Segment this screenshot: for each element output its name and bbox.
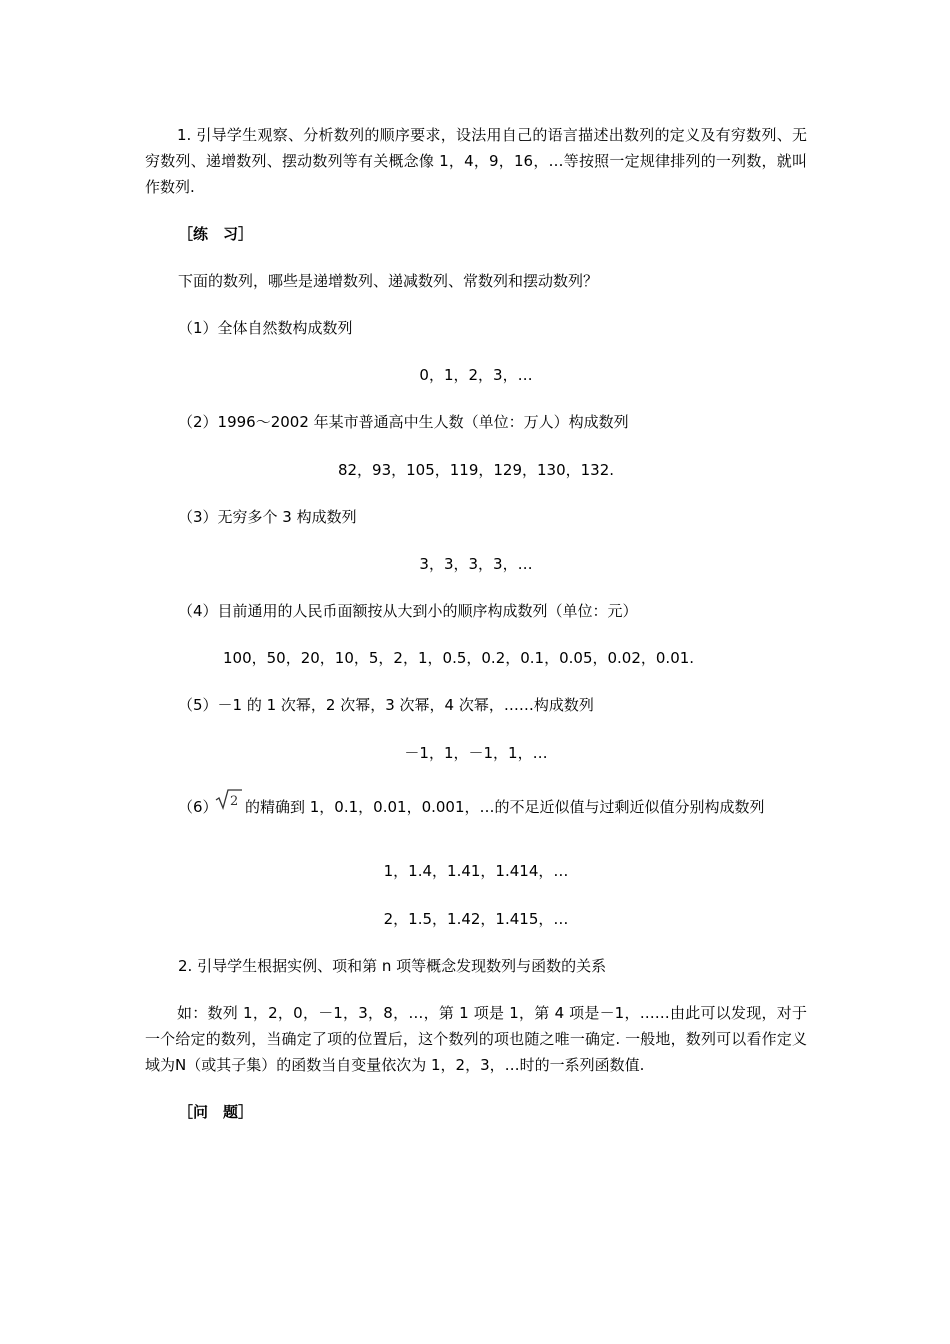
problem-heading: ［问 题］ bbox=[178, 1103, 254, 1121]
item-3-label: （3）无穷多个 3 构成数列 bbox=[178, 508, 357, 526]
practice-question: 下面的数列，哪些是递增数列、递减数列、常数列和摆动数列？ bbox=[178, 272, 599, 290]
sqrt-two-formula bbox=[215, 788, 243, 810]
item-6-sequence-high: 2，1.5，1.42，1.415，… bbox=[383, 910, 569, 928]
item-6-prefix: （6） bbox=[178, 798, 218, 816]
item-2-sequence: 82，93，105，119，129，130，132. bbox=[337, 461, 615, 479]
item-5-label: （5）－1 的 1 次幂，2 次幂，3 次幂，4 次幂，……构成数列 bbox=[178, 696, 594, 714]
section2-heading: 2. 引导学生根据实例、项和第 n 项等概念发现数列与函数的关系 bbox=[178, 957, 607, 975]
item-6-label: 的精确到 1，0.1，0.01，0.001，…的不足近似值与过剩近似值分别构成数列 bbox=[245, 798, 765, 816]
item-1-sequence: 0，1，2，3，… bbox=[419, 366, 533, 384]
section2-paragraph: 如：数列 1，2，0，－1，3，8，…，第 1 项是 1，第 4 项是－1，……由此可以发现，对于一个给定的数列，当确定了项的位置后，这个数列的项也随之唯一确定. 一般地，数列可以看作定义域为N（或其子集）的函数当自变量依次为 1，2，3，…时的一系列函数值. bbox=[145, 1004, 807, 1074]
item-6-sequence-low: 1，1.4，1.41，1.414，… bbox=[383, 862, 569, 880]
item-4-sequence: 100，50，20，10，5，2，1，0.5，0.2，0.1，0.05，0.02，0.01. bbox=[223, 649, 695, 667]
sqrt-two-digit: 2 bbox=[230, 794, 239, 809]
section1-paragraph: 1. 引导学生观察、分析数列的顺序要求，设法用自己的语言描述出数列的定义及有穷数列、无穷数列、递增数列、摆动数列等有关概念像 1，4，9，16，…等按照一定规律排列的一列数，就叫作数列. bbox=[145, 126, 807, 196]
item-4-label: （4）目前通用的人民币面额按从大到小的顺序构成数列（单位：元） bbox=[178, 602, 638, 620]
practice-heading: ［练 习］ bbox=[178, 225, 254, 243]
item-5-sequence: －1，1，－1，1，… bbox=[404, 744, 548, 762]
item-1-label: （1）全体自然数构成数列 bbox=[178, 319, 353, 337]
item-3-sequence: 3，3，3，3，… bbox=[419, 555, 533, 573]
item-2-label: （2）1996～2002 年某市普通高中生人数（单位：万人）构成数列 bbox=[178, 413, 629, 431]
